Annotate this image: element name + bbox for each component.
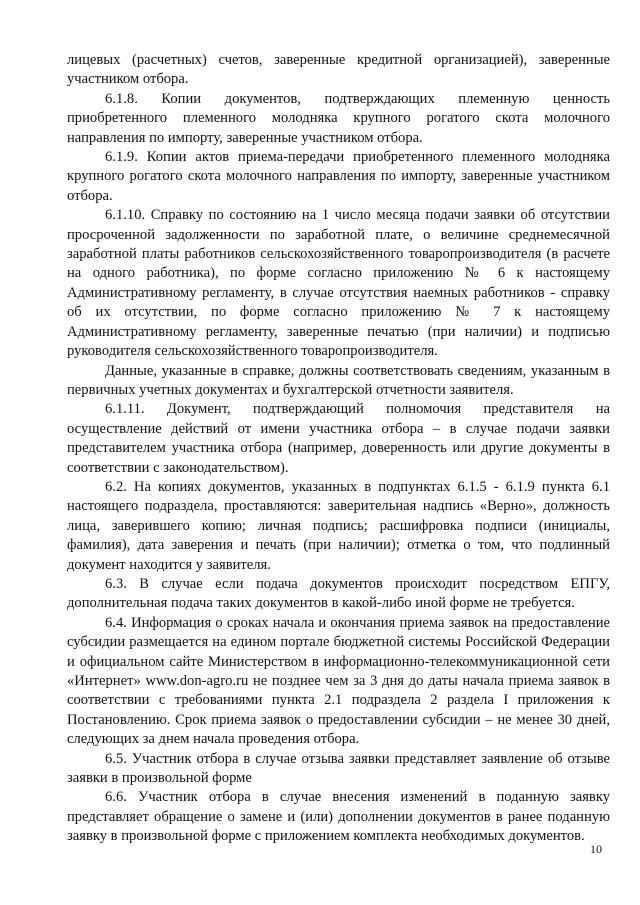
paragraph-6-1-8: 6.1.8. Копии документов, подтверждающих племенную ценность приобретенного племенного молодняка крупного рогатого скота молочного направления по импорту, заверенные участником отбора.	[67, 90, 610, 146]
paragraph-6-6: 6.6. Участник отбора в случае внесения изменений в поданную заявку представляет обращение о замене и (или) дополнении документов в ранее поданную заявку в произвольной форме с приложением комплекта необходимых документов.	[67, 789, 610, 845]
document-body	[67, 51, 610, 847]
paragraph-6-5: 6.5. Участник отбора в случае отзыва заявки представляет заявление об отзыве заявки в произвольной форме	[67, 750, 610, 787]
paragraph-continuation: лицевых (расчетных) счетов, заверенные кредитной организацией), заверенные участником отбора.	[67, 52, 610, 88]
paragraph-6-4: 6.4. Информация о сроках начала и окончания приема заявок на предоставление субсидии размещается на едином портале бюджетной системы Российской Федерации и официальном сайте Министерством в информационно-телекоммуникационной сети «Интернет» www.don-agro.ru не позднее чем за 3 дня до даты начала приема заявок в соответствии с требованиями пункта 2.1 подраздела 2 раздела I приложения к Постановлению. Срок приема заявок о предоставлении субсидии – не менее 30 дней, следующих за днем начала проведения отбора.	[67, 614, 610, 748]
paragraph-6-3: 6.3. В случае если подача документов происходит посредством ЕПГУ, дополнительная подача таких документов в какой-либо иной форме не требуется.	[67, 575, 610, 612]
page-number: 10	[590, 842, 602, 856]
paragraph-6-2: 6.2. На копиях документов, указанных в подпунктах 6.1.5 - 6.1.9 пункта 6.1 настоящего подраздела, проставляются: заверительная надпись «Верно», должность лица, заверившего копию; личная подпись; расшифровка подписи (инициалы, фамилия), дата заверения и печать (при наличии); отметка о том, что подлинный документ находится у заявителя.	[67, 478, 610, 573]
paragraph-6-1-11: 6.1.11. Документ, подтверждающий полномочия представителя на осуществление действий от имени участника отбора – в случае подачи заявки представителем участника отбора (например, доверенность или другие документы в соответствии с законодательством).	[67, 401, 610, 476]
paragraph-6-1-10: 6.1.10. Справку по состоянию на 1 число месяца подачи заявки об отсутствии просроченной задолженности по заработной плате, о величине среднемесячной заработной платы работников сельскохозяйственного товаропроизводителя (в расчете на одного работника), по форме согласно приложению № 6 к настоящему Административному регламенту, в случае отсутствия наемных работников - справку об их отсутствии, по форме согласно приложению № 7 к настоящему Административному регламенту, заверенные печатью (при наличии) и подписью руководителя сельскохозяйственного товаропроизводителя.	[67, 207, 610, 360]
paragraph-6-1-9: 6.1.9. Копии актов приема-передачи приобретенного племенного молодняка крупного рогатого скота молочного направления по импорту, заверенные участником отбора.	[67, 149, 610, 204]
paragraph-data-note: Данные, указанные в справке, должны соответствовать сведениям, указанным в первичных учетных документах и бухгалтерской отчетности заявителя.	[67, 362, 610, 398]
